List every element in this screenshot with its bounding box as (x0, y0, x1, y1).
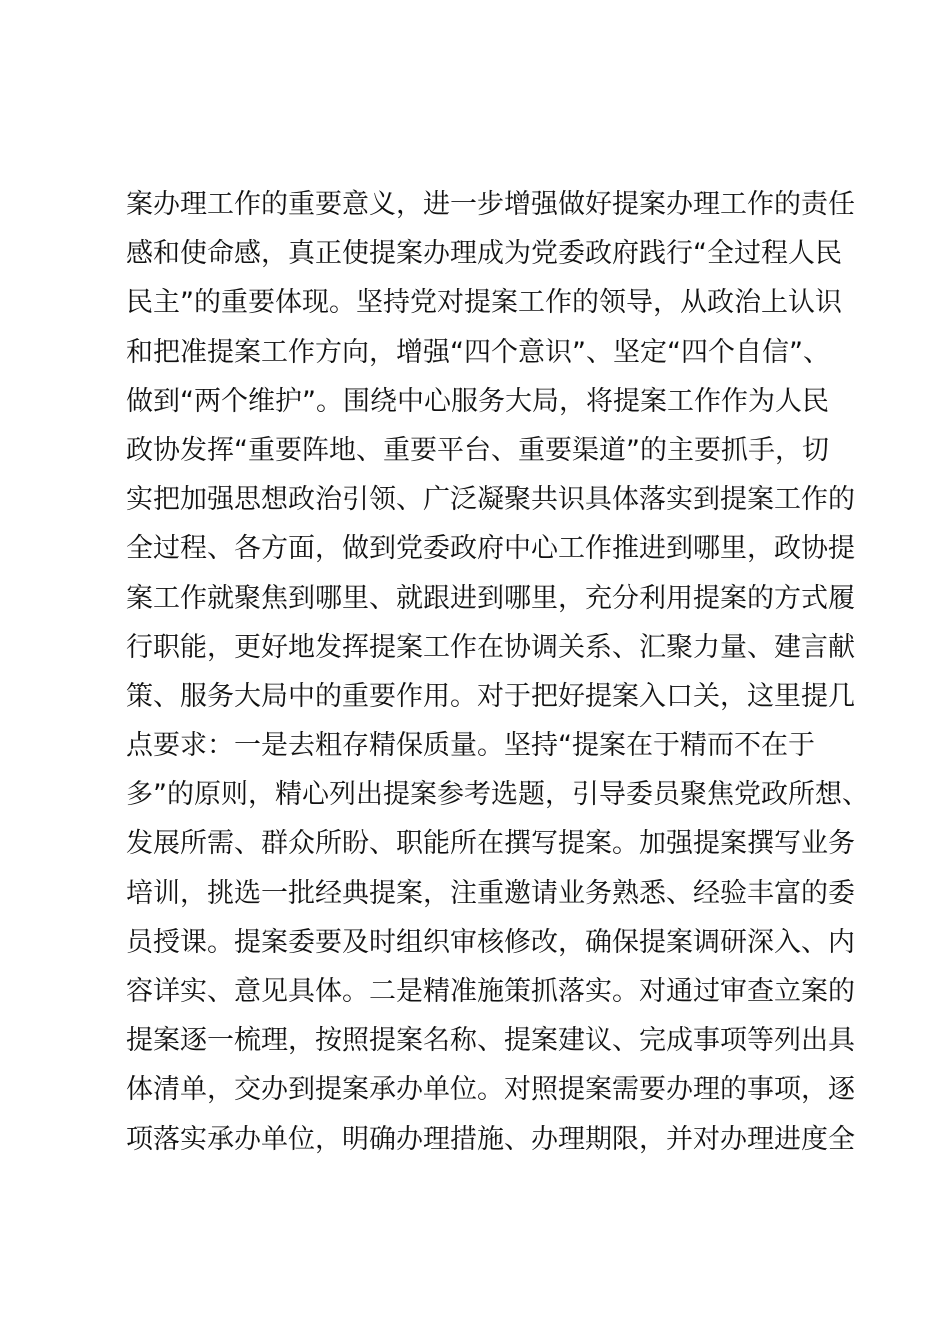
text-line-16: 员授课。提案委要及时组织审核修改，确保提案调研深入、内 (126, 926, 855, 958)
text-line-11: 策、服务大局中的重要作用。对于把好提案入口关，这里提几 (126, 680, 855, 712)
text-line-14: 发展所需、群众所盼、职能所在撰写提案。加强提案撰写业务 (126, 828, 855, 860)
text-line-4: 和把准提案工作方向，增强“四个意识”、坚定“四个自信”、 (126, 336, 830, 368)
text-line-12: 点要求：一是去粗存精保质量。坚持“提案在于精而不在于 (126, 730, 815, 762)
text-line-6: 政协发挥“重要阵地、重要平台、重要渠道”的主要抓手，切 (126, 434, 829, 466)
text-line-3: 民主”的重要体现。坚持党对提案工作的领导，从政治上认识 (126, 287, 842, 319)
text-line-17: 容详实、意见具体。二是精准施策抓落实。对通过审查立案的 (126, 976, 855, 1007)
text-line-8: 全过程、各方面，做到党委政府中心工作推进到哪里，政协提 (126, 533, 855, 565)
text-line-18: 提案逐一梳理，按照提案名称、提案建议、完成事项等列出具 (126, 1025, 855, 1057)
body-text (126, 180, 869, 1164)
text-line-2: 感和使命感，真正使提案办理成为党委政府践行“全过程人民 (126, 238, 842, 270)
text-line-15: 培训，挑选一批经典提案，注重邀请业务熟悉、经验丰富的委 (126, 877, 855, 909)
text-line-9: 案工作就聚焦到哪里、就跟进到哪里，充分利用提案的方式履 (126, 582, 855, 614)
text-line-13: 多”的原则，精心列出提案参考选题，引导委员聚焦党政所想、 (126, 779, 869, 811)
text-line-19: 体清单，交办到提案承办单位。对照提案需要办理的事项，逐 (126, 1074, 855, 1106)
text-line-10: 行职能，更好地发挥提案工作在协调关系、汇聚力量、建言献 (126, 631, 855, 663)
text-line-5: 做到“两个维护”。围绕中心服务大局，将提案工作作为人民 (126, 385, 829, 417)
text-line-20: 项落实承办单位，明确办理措施、办理期限，并对办理进度全 (126, 1123, 855, 1155)
text-line-1: 案办理工作的重要意义，进一步增强做好提案办理工作的责任 (126, 189, 855, 220)
text-line-7: 实把加强思想政治引领、广泛凝聚共识具体落实到提案工作的 (126, 484, 855, 516)
